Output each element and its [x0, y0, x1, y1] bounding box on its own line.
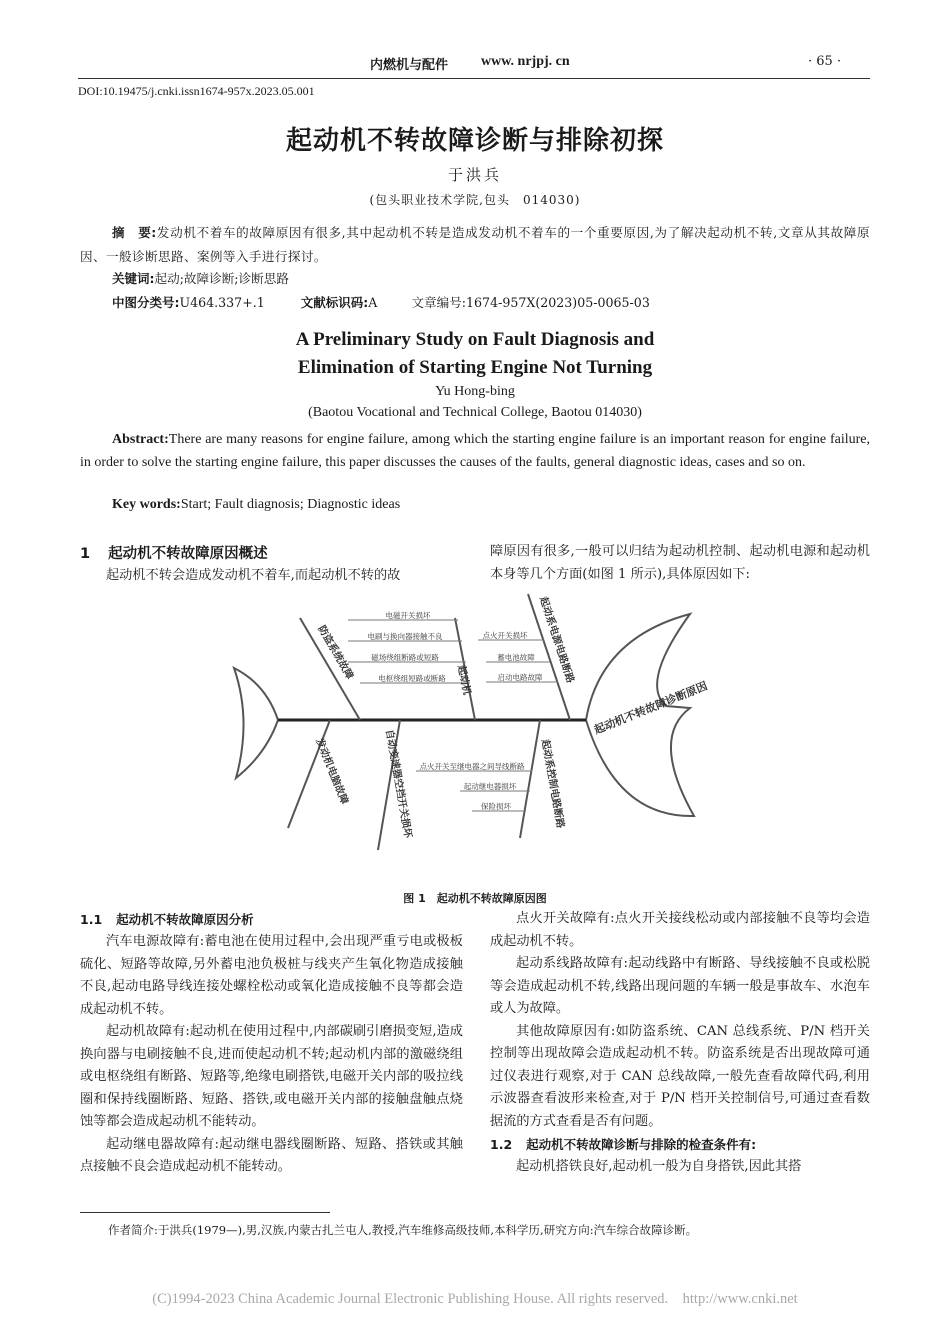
clc-label: 中图分类号:: [112, 295, 180, 310]
sub-label-s1: 电磁开关损坏: [385, 611, 431, 620]
section-1-title: 起动机不转故障原因概述: [108, 546, 268, 562]
fishbone-diagram: [220, 588, 720, 888]
sub-label-c1: 点火开关至继电器之间导线断路: [419, 762, 525, 771]
section-1-2-heading: [490, 1134, 870, 1156]
sub-label-s4: 电枢绕组短路或断路: [378, 674, 446, 683]
journal-site: www. nrjpj. cn: [481, 54, 570, 69]
article-no-label: 文章编号:: [411, 295, 467, 310]
branch-label-auto: 自动变速器空挡开关损坏: [383, 728, 413, 839]
sub-label-p1: 点火开关损坏: [482, 631, 528, 640]
keywords-cn-label: 关键词:: [112, 271, 155, 286]
sub-label-s2: 电刷与换向器接触不良: [367, 632, 443, 641]
left-para-3: 起动继电器故障有:起动继电器线圈断路、短路、搭铁或其触点接触不良会造成起动机不能转动。: [80, 1136, 463, 1174]
author-footnote: 作者简介:于洪兵(1979—),男,汉族,内蒙古扎兰屯人,教授,汽车维修高级技师,本科学历,研究方向:汽车综合故障诊断。: [108, 1223, 698, 1237]
section-1-2-title: 起动机不转故障诊断与排除的检查条件有:: [526, 1137, 757, 1152]
branch-label-power: 起动系电源电路断路: [537, 595, 576, 685]
keywords-en: [112, 497, 400, 513]
keywords-cn: [112, 268, 289, 287]
classification-line: [112, 292, 892, 311]
sub-label-p3: 启动电路故障: [497, 673, 543, 682]
title-en: [0, 326, 950, 382]
abstract-en-label: Abstract:: [112, 432, 169, 447]
branch-label-ecu: 发动机电脑故障: [313, 737, 350, 807]
section-1-1-heading: [80, 910, 254, 928]
author-cn: 于洪兵: [447, 166, 502, 184]
header-rule: [78, 78, 870, 79]
page-number: · 65 ·: [808, 54, 842, 69]
left-column: [80, 931, 463, 1179]
left-para-2: 起动机故障有:起动机在使用过程中,内部碳刷引磨损变短,造成换向器与电刷接触不良,进而使起动机不转;起动机内部的激磁绕组或电枢绕组有断路、短路等,绝缘电刷搭铁,电磁开关内部的吸拉线圈和保持线圈断路、短路、搭铁,或电磁开关内部的接触盘触点烧蚀等都会造成起动机不能转动。: [80, 1024, 463, 1129]
keywords-cn-text: 起动;故障诊断;诊断思路: [154, 271, 289, 286]
title-en-line1: A Preliminary Study on Fault Diagnosis and: [295, 329, 655, 350]
author-en: Yu Hong-bing: [435, 384, 515, 399]
branch-label-antitheft: 防盗系统故障: [315, 624, 355, 682]
abstract-cn-label: 摘 要:: [112, 225, 157, 240]
affiliation-cn: (包头职业技术学院,包头 014030): [369, 193, 581, 207]
title-cn: 起动机不转故障诊断与排除初探: [285, 126, 664, 156]
right-para-1: 点火开关故障有:点火开关接线松动或内部接触不良等均会造成起动机不转。: [490, 911, 870, 949]
fish-head-label: 起动机不转故障诊断原因: [592, 679, 710, 737]
keywords-en-text: Start; Fault diagnosis; Diagnostic ideas: [180, 497, 401, 512]
sub-label-c2: 起动继电器损坏: [463, 782, 517, 791]
doi: DOI:10.19475/j.cnki.issn1674-957x.2023.05.001: [78, 84, 315, 98]
footnote-rule: [80, 1212, 330, 1213]
doc-code: A: [368, 295, 378, 310]
section-1-1-title: 起动机不转故障原因分析: [116, 912, 254, 927]
section-1-intro-right: 障原因有很多,一般可以归结为起动机控制、起动机电源和起动机本身等几个方面(如图 1 所示),具体原因如下:: [490, 544, 870, 582]
right-para-2: 起动系线路故障有:起动线路中有断路、导线接触不良或松脱等会造成起动机不转,线路出现问题的车辆一般是事故车、水泡车或人为故障。: [490, 956, 870, 1016]
title-en-line2: Elimination of Starting Engine Not Turning: [297, 357, 653, 378]
copyright-notice: (C)1994-2023 China Academic Journal Electronic Publishing House. All rights reserved. http://www.cnki.net: [152, 1291, 798, 1307]
right-para-4: 起动机搭铁良好,起动机一般为自身搭铁,因此其搭: [516, 1159, 802, 1174]
section-1-number: 1: [80, 546, 91, 562]
left-para-1: 汽车电源故障有:蓄电池在使用过程中,会出现严重亏电或极板硫化、短路等故障,另外蓄电池负极桩与线夹产生氧化物造成接触不良,起动电路导线连接处螺栓松动或氧化造成接触不良等都会造成起动机不转。: [80, 934, 463, 1017]
abstract-en: [80, 428, 870, 474]
section-1-intro-left: 起动机不转会造成发动机不着车,而起动机不转的故: [106, 568, 401, 583]
section-1-2-number: 1.2: [490, 1137, 513, 1152]
right-column: [490, 908, 870, 1179]
journal-name: 内燃机与配件: [370, 58, 449, 73]
clc-value: U464.337+.1: [179, 295, 265, 310]
abstract-cn-text: 发动机不着车的故障原因有很多,其中起动机不转是造成发动机不着车的一个重要原因,为了解决起动机不转,文章从其故障原因、一般诊断思路、案例等入手进行探讨。: [80, 225, 870, 264]
affiliation-en: (Baotou Vocational and Technical College, Baotou 014030): [308, 405, 642, 420]
section-1-heading: [80, 542, 268, 563]
article-no: 1674-957X(2023)05-0065-03: [466, 295, 650, 310]
branch-control: [520, 720, 540, 838]
branch-label-control: 起动系控制电路断路: [539, 738, 566, 830]
right-para-3: 其他故障原因有:如防盗系统、CAN 总线系统、P/N 档开关控制等出现故障会造成起动机不转。防盗系统是否出现故障可通过仪表进行观察,对于 CAN 总线故障,一般先查看故障代码,利用示波器查看波形来检查,对于 P/N 档开关控制信号,可通过查看数据流的方式查看是否有问题。: [490, 1023, 870, 1129]
fish-tail: [234, 668, 278, 778]
sub-label-s3: 磁场绕组断路或短路: [371, 653, 439, 662]
running-header: [0, 52, 950, 76]
doc-code-label: 文献标识码:: [300, 295, 369, 310]
sub-label-p2: 蓄电池故障: [497, 653, 535, 662]
branch-label-starter: 起动机: [455, 664, 473, 696]
figure-caption: 图 1 起动机不转故障原因图: [403, 892, 547, 905]
abstract-en-text: There are many reasons for engine failure, among which the starting engine failure is an important reason for engine failure, in order to solve the starting engine failure, this paper discusses the causes of the faults, general diagnostic ideas, cases and so on.: [80, 432, 870, 470]
section-1-1-number: 1.1: [80, 912, 103, 927]
abstract-cn: [80, 221, 870, 269]
sub-label-c3: 保险损坏: [481, 802, 511, 811]
keywords-en-label: Key words:: [112, 497, 181, 512]
